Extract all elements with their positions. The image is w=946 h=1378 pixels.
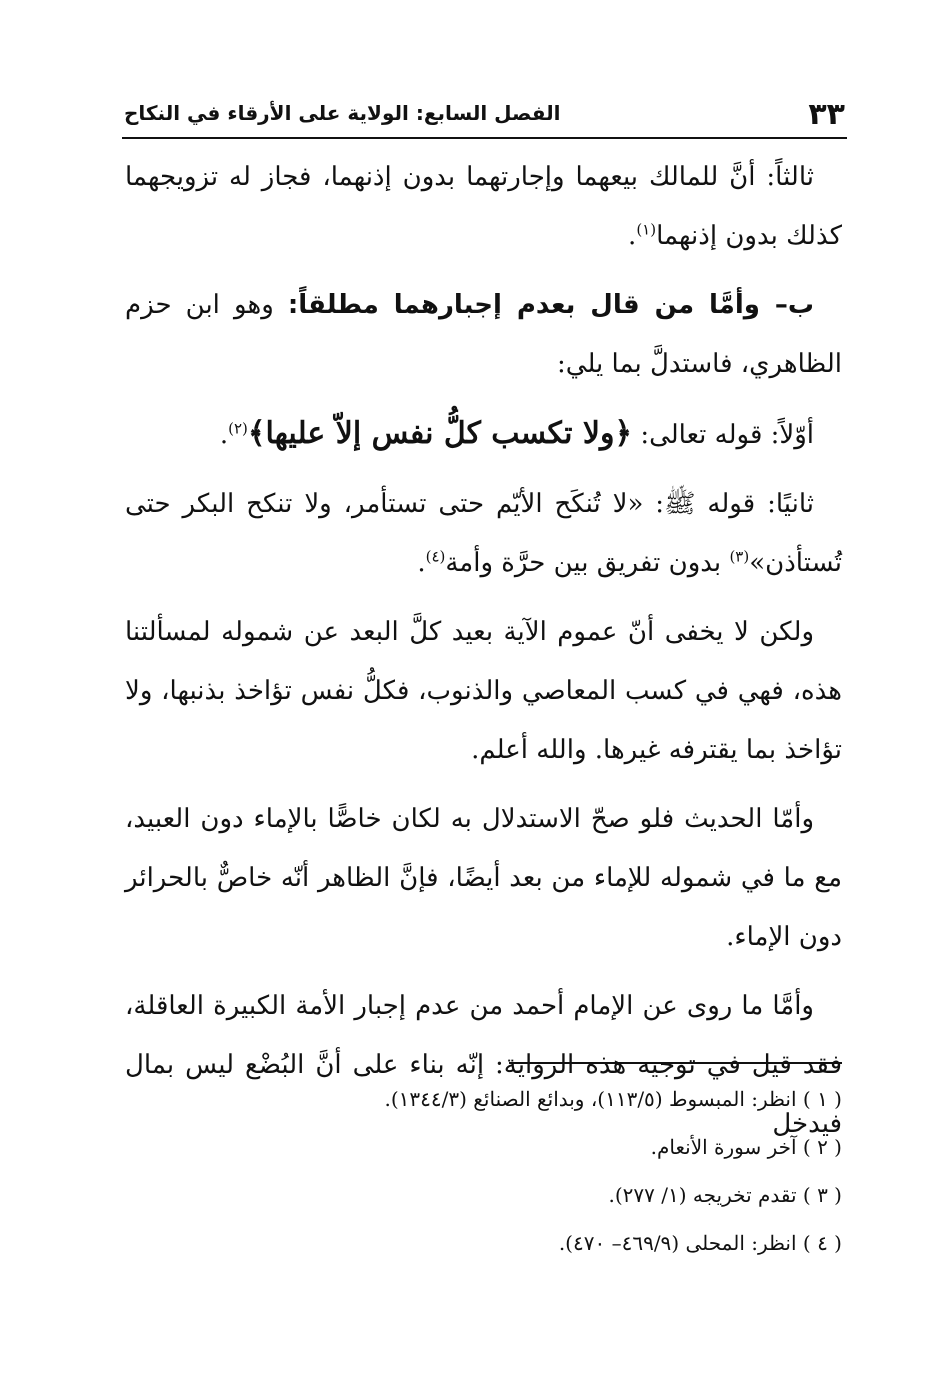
page-number: ٣٣ [808,97,845,132]
footnote-item: ( ٢ ) آخر سورة الأنعام. [650,1135,842,1159]
paragraph: أوّلاً: قوله تعالى: ﴿ولا تكسب كلُّ نفس إلاّ عليها﴾$^{(٢)}$. [219,416,814,451]
paragraph: ثانيًا: قوله ﷺ: «لا تُنكَح الأيّم حتى تستأمر، ولا تنكح البكر حتى تُستأذن»$^{(٣)}$ بدون تفريق بين حرَّة وأمة$^{(٤)}$. [125,489,842,578]
section-heading: ب– وأمَّا من قال بعدم إجبارهما مطلقاً: [287,290,814,320]
footnote-ref: (٤) [425,547,446,566]
chapter-title: الفصل السابع: الولاية على الأرقاء في النكاح [124,101,561,125]
paragraph: وأمّا الحديث فلو صحّ الاستدلال به لكان خاصًّا بالإماء دون العبيد، مع ما في شموله للإماء من بعد أيضًا، فإنَّ الظاهر أنّه خاصٌّ بالحرائر دون الإماء. [125,804,842,952]
footnote-item: ( ٣ ) تقدم تخريجه (١/ ٢٧٧). [608,1183,842,1207]
page-header [122,95,847,135]
quran-verse: ﴿ولا تكسب كلُّ نفس إلاّ عليها﴾ [247,416,633,451]
footnote-ref: (٣) [729,547,750,566]
paragraph: ثالثاً: أنَّ للمالك بيعهما وإجارتهما بدون إذنهما، فجاز له تزويجهما كذلك بدون إذنهما$^{(١)}$. [125,162,842,251]
footnote-ref: (٢) [228,419,248,438]
footnote-ref: (١) [636,220,657,239]
header-rule [122,137,847,139]
footnote-item: ( ٤ ) انظر: المحلى (٤٦٩/٩– ٤٧٠). [558,1231,842,1255]
footnote-rule [509,1062,842,1064]
footnotes [125,1075,842,1267]
paragraph: ب– وأمَّا من قال بعدم إجبارهما مطلقاً: وهو ابن حزم الظاهري، فاستدلَّ بما يلي: [125,290,842,379]
main-text [125,148,842,1164]
footnote-item: ( ١ ) انظر: المبسوط (١١٣/٥)، وبدائع الصنائع (١٣٤٤/٣). [384,1087,842,1111]
paragraph: وأمَّا ما روى عن الإمام أحمد من عدم إجبار الأمة الكبيرة العاقلة، فقد قيل في توجيه هذه الرواية: إنّه بناء على أنَّ البُضْع ليس بمال فيدخل [125,991,842,1139]
paragraph: ولكن لا يخفى أنّ عموم الآية بعيد كلَّ البعد عن شموله لمسألتنا هذه، فهي في كسب المعاصي والذنوب، فكلُّ نفس تؤاخذ بذنبها، ولا تؤاخذ بما يقترفه غيرها. والله أعلم. [125,617,842,765]
